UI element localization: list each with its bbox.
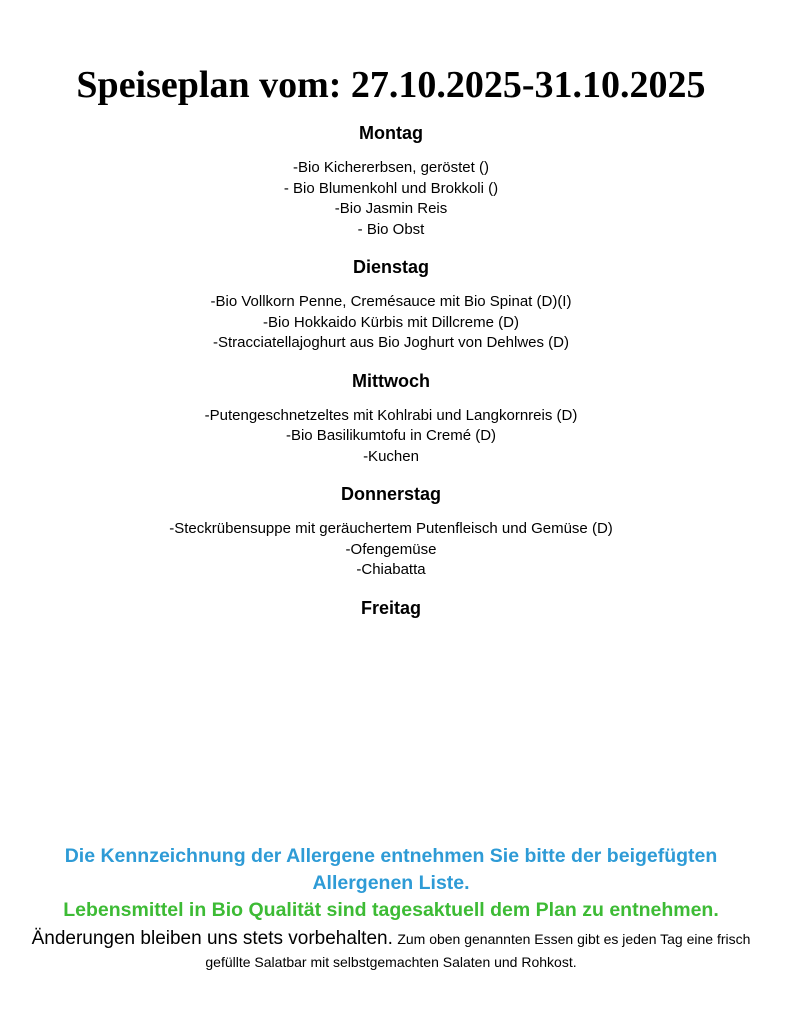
dish-item: -Bio Kichererbsen, geröstet () bbox=[293, 159, 489, 176]
dish-item: -Ofengemüse bbox=[345, 540, 437, 558]
dish-item: -Chiabatta bbox=[356, 561, 426, 578]
day-freitag bbox=[0, 595, 782, 621]
day-mittwoch bbox=[0, 368, 782, 468]
day-montag bbox=[0, 120, 782, 240]
day-name: Donnerstag bbox=[340, 484, 441, 504]
day-donnerstag bbox=[0, 481, 782, 581]
day-name: Montag bbox=[359, 123, 423, 143]
salad-bar-note: Zum oben genannten Essen gibt es jeden Tag eine frisch gefüllte Salatbar mit selbstgemachten Salaten und Rohkost. bbox=[205, 931, 751, 970]
dish-item: -Bio Hokkaido Kürbis mit Dillcreme (D) bbox=[263, 313, 519, 331]
bio-quality-note: Lebensmittel in Bio Qualität sind tagesaktuell dem Plan zu entnehmen. bbox=[63, 899, 719, 921]
changes-note: Änderungen bleiben uns stets vorbehalten. bbox=[31, 928, 393, 949]
dish-item: -Steckrübensuppe mit geräuchertem Putenfleisch und Gemüse (D) bbox=[169, 520, 613, 537]
dish-item: -Bio Basilikumtofu in Cremé (D) bbox=[285, 427, 497, 444]
dish-list bbox=[0, 158, 782, 240]
day-name: Dienstag bbox=[352, 257, 430, 277]
footer-notes bbox=[0, 843, 782, 974]
day-name: Freitag bbox=[360, 597, 421, 618]
dish-item: -Putengeschnetzeltes mit Kohlrabi und Langkornreis (D) bbox=[204, 406, 578, 424]
allergen-note: Die Kennzeichnung der Allergene entnehmen Sie bitte der beigefügten Allergenen Liste. bbox=[64, 845, 718, 894]
weekly-menu bbox=[0, 120, 782, 633]
dish-item: - Bio Obst bbox=[357, 220, 425, 238]
dish-list bbox=[0, 292, 782, 354]
page-title: Speiseplan vom: 27.10.2025-31.10.2025 bbox=[76, 64, 706, 107]
dish-list bbox=[0, 519, 782, 581]
dish-item: -Kuchen bbox=[363, 447, 419, 465]
day-dienstag bbox=[0, 254, 782, 354]
dish-list bbox=[0, 406, 782, 468]
day-name: Mittwoch bbox=[352, 370, 430, 391]
dish-item: -Bio Vollkorn Penne, Cremésauce mit Bio Spinat (D)(I) bbox=[210, 293, 572, 310]
dish-item: - Bio Blumenkohl und Brokkoli () bbox=[283, 179, 499, 197]
dish-item: -Bio Jasmin Reis bbox=[334, 200, 448, 217]
changes-note-block bbox=[21, 928, 761, 974]
dish-item: -Stracciatellajoghurt aus Bio Joghurt von Dehlwes (D) bbox=[213, 334, 569, 351]
